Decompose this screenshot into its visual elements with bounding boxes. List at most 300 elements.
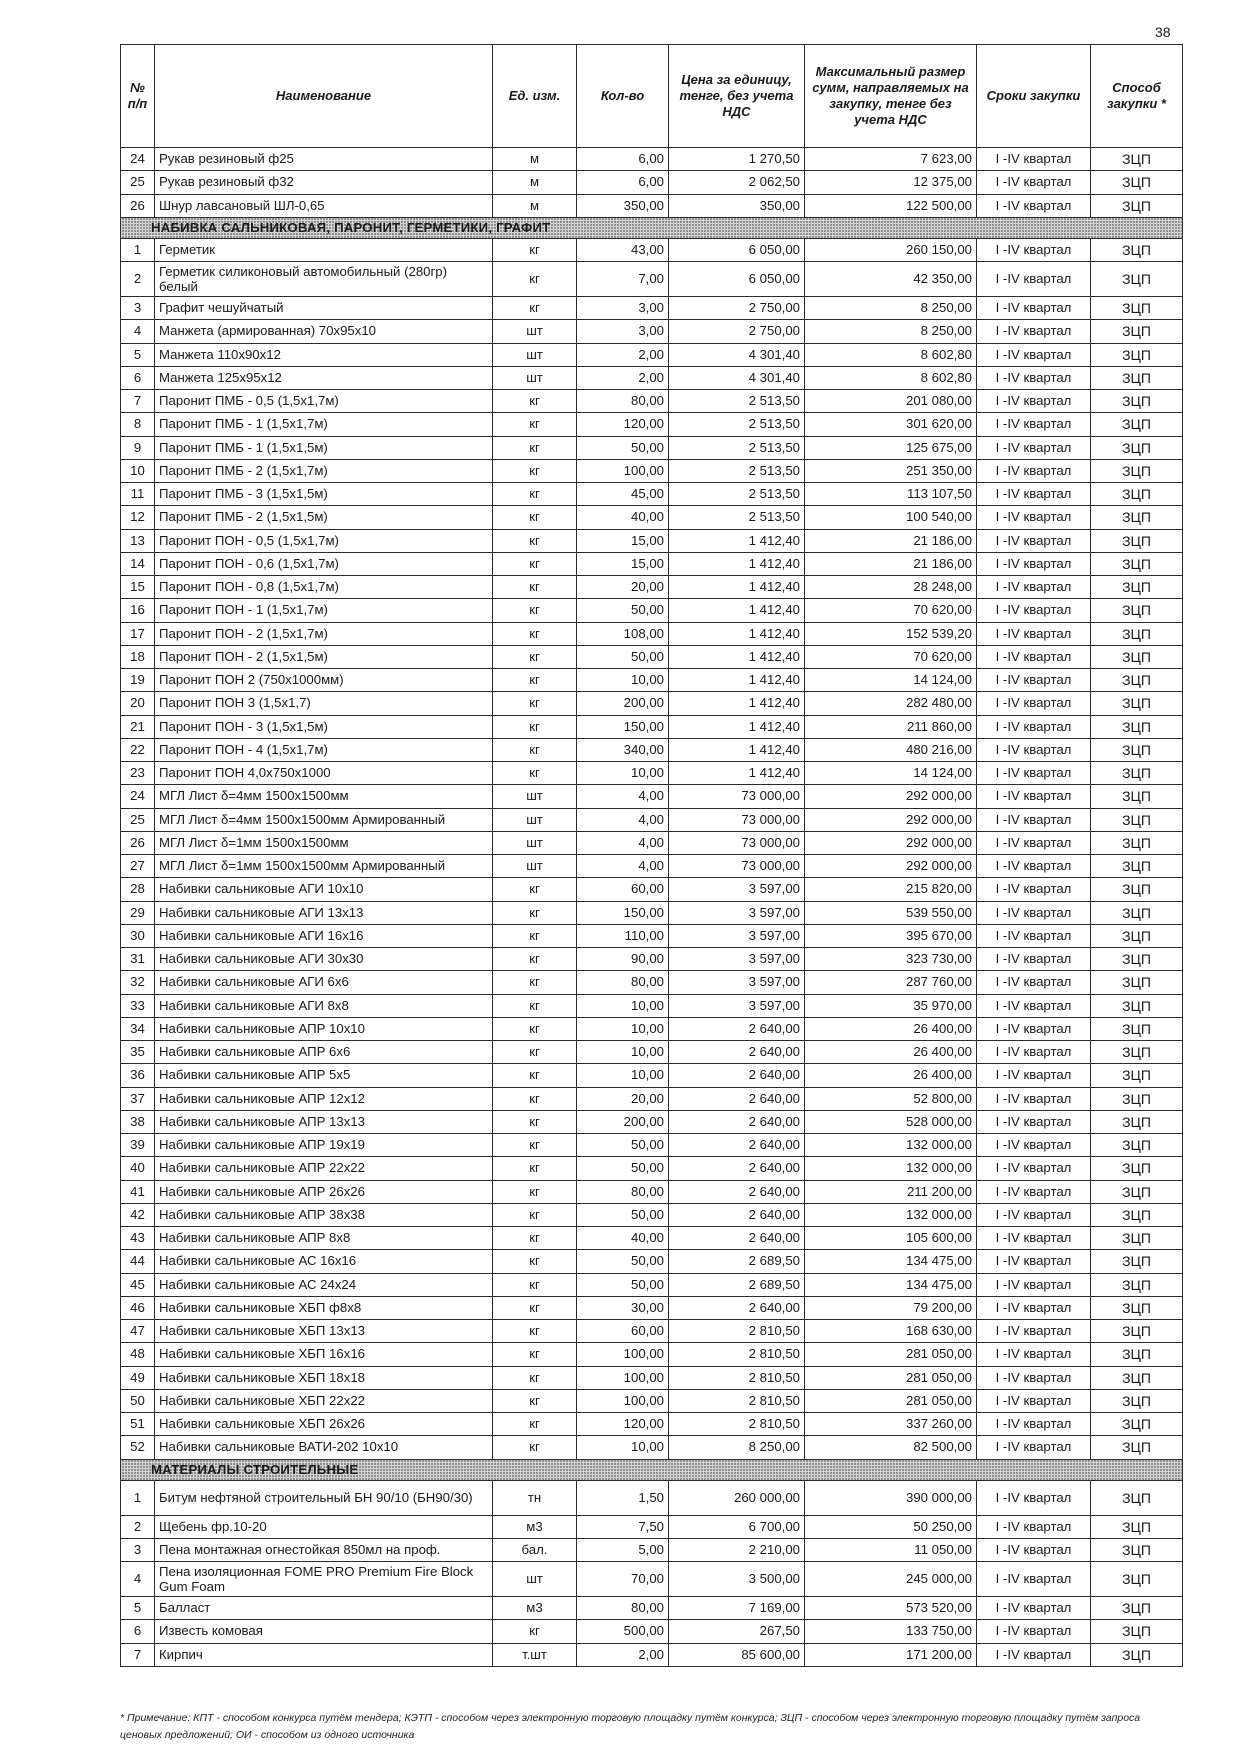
unit-cell: кг <box>493 645 577 668</box>
procurement-period-cell: I -IV квартал <box>977 483 1091 506</box>
total-amount-cell: 125 675,00 <box>805 436 977 459</box>
table-row <box>121 390 1183 413</box>
unit-price-cell: 3 597,00 <box>669 971 805 994</box>
procurement-method-cell: ЗЦП <box>1091 948 1183 971</box>
row-number-cell: 6 <box>121 366 155 389</box>
table-row <box>121 692 1183 715</box>
unit-cell: тн <box>493 1480 577 1515</box>
procurement-method-cell: ЗЦП <box>1091 262 1183 297</box>
item-name-cell: Набивки сальниковые АГИ 8х8 <box>155 994 493 1017</box>
item-name-cell: Известь комовая <box>155 1620 493 1643</box>
quantity-cell: 150,00 <box>577 715 669 738</box>
unit-price-cell: 1 412,40 <box>669 762 805 785</box>
row-number-cell: 24 <box>121 148 155 171</box>
item-name-cell: Рукав резиновый ф25 <box>155 148 493 171</box>
quantity-cell: 60,00 <box>577 878 669 901</box>
quantity-cell: 100,00 <box>577 459 669 482</box>
unit-cell: кг <box>493 436 577 459</box>
table-row <box>121 320 1183 343</box>
table-row <box>121 738 1183 761</box>
table-row <box>121 436 1183 459</box>
item-name-cell: Пена изоляционная FOME PRO Premium Fire Block Gum Foam <box>155 1562 493 1597</box>
unit-cell: м3 <box>493 1515 577 1538</box>
row-number-cell: 4 <box>121 1562 155 1597</box>
item-name-cell: Паронит ПОН - 3 (1,5х1,5м) <box>155 715 493 738</box>
item-name-cell: Герметик силиконовый автомобильный (280гр) белый <box>155 262 493 297</box>
procurement-method-cell: ЗЦП <box>1091 738 1183 761</box>
header-price: Цена за единицу, тенге, без учета НДС <box>669 45 805 148</box>
total-amount-cell: 7 623,00 <box>805 148 977 171</box>
total-amount-cell: 211 200,00 <box>805 1180 977 1203</box>
procurement-method-cell: ЗЦП <box>1091 1320 1183 1343</box>
unit-cell: кг <box>493 529 577 552</box>
total-amount-cell: 11 050,00 <box>805 1538 977 1561</box>
row-number-cell: 16 <box>121 599 155 622</box>
procurement-period-cell: I -IV квартал <box>977 1366 1091 1389</box>
quantity-cell: 20,00 <box>577 1087 669 1110</box>
quantity-cell: 7,50 <box>577 1515 669 1538</box>
item-name-cell: Набивки сальниковые ХБП 26х26 <box>155 1413 493 1436</box>
procurement-period-cell: I -IV квартал <box>977 1320 1091 1343</box>
item-name-cell: Шнур лавсановый ШЛ-0,65 <box>155 194 493 217</box>
item-name-cell: Графит чешуйчатый <box>155 297 493 320</box>
row-number-cell: 6 <box>121 1620 155 1643</box>
table-row <box>121 1157 1183 1180</box>
unit-price-cell: 1 412,40 <box>669 576 805 599</box>
procurement-method-cell: ЗЦП <box>1091 924 1183 947</box>
total-amount-cell: 14 124,00 <box>805 762 977 785</box>
unit-cell: кг <box>493 459 577 482</box>
item-name-cell: Паронит ПОН - 0,5 (1,5х1,7м) <box>155 529 493 552</box>
procurement-method-cell: ЗЦП <box>1091 1620 1183 1643</box>
procurement-period-cell: I -IV квартал <box>977 645 1091 668</box>
unit-price-cell: 2 689,50 <box>669 1273 805 1296</box>
item-name-cell: Набивки сальниковые АПР 12х12 <box>155 1087 493 1110</box>
unit-cell: шт <box>493 831 577 854</box>
unit-price-cell: 1 412,40 <box>669 552 805 575</box>
unit-price-cell: 2 640,00 <box>669 1041 805 1064</box>
unit-price-cell: 1 412,40 <box>669 622 805 645</box>
item-name-cell: Набивки сальниковые АПР 13х13 <box>155 1110 493 1133</box>
unit-cell: кг <box>493 1250 577 1273</box>
unit-price-cell: 2 640,00 <box>669 1087 805 1110</box>
procurement-period-cell: I -IV квартал <box>977 669 1091 692</box>
table-row <box>121 1273 1183 1296</box>
total-amount-cell: 132 000,00 <box>805 1203 977 1226</box>
row-number-cell: 31 <box>121 948 155 971</box>
procurement-method-cell: ЗЦП <box>1091 1296 1183 1319</box>
row-number-cell: 32 <box>121 971 155 994</box>
quantity-cell: 6,00 <box>577 148 669 171</box>
procurement-period-cell: I -IV квартал <box>977 436 1091 459</box>
procurement-method-cell: ЗЦП <box>1091 1180 1183 1203</box>
unit-cell: кг <box>493 1041 577 1064</box>
table-row <box>121 1562 1183 1597</box>
table-row <box>121 194 1183 217</box>
unit-cell: кг <box>493 1320 577 1343</box>
procurement-period-cell: I -IV квартал <box>977 715 1091 738</box>
procurement-method-cell: ЗЦП <box>1091 148 1183 171</box>
procurement-method-cell: ЗЦП <box>1091 762 1183 785</box>
unit-price-cell: 3 597,00 <box>669 878 805 901</box>
quantity-cell: 50,00 <box>577 599 669 622</box>
quantity-cell: 80,00 <box>577 390 669 413</box>
table-row <box>121 1515 1183 1538</box>
quantity-cell: 45,00 <box>577 483 669 506</box>
procurement-method-cell: ЗЦП <box>1091 994 1183 1017</box>
item-name-cell: Паронит ПМБ - 1 (1,5х1,5м) <box>155 436 493 459</box>
row-number-cell: 52 <box>121 1436 155 1459</box>
item-name-cell: Паронит ПОН 2 (750х1000мм) <box>155 669 493 692</box>
item-name-cell: Паронит ПМБ - 0,5 (1,5х1,7м) <box>155 390 493 413</box>
item-name-cell: Манжета 110х90х12 <box>155 343 493 366</box>
quantity-cell: 15,00 <box>577 552 669 575</box>
quantity-cell: 50,00 <box>577 1273 669 1296</box>
procurement-period-cell: I -IV квартал <box>977 1343 1091 1366</box>
unit-cell: кг <box>493 552 577 575</box>
quantity-cell: 10,00 <box>577 1017 669 1040</box>
unit-cell: шт <box>493 785 577 808</box>
procurement-period-cell: I -IV квартал <box>977 552 1091 575</box>
unit-price-cell: 267,50 <box>669 1620 805 1643</box>
total-amount-cell: 26 400,00 <box>805 1041 977 1064</box>
unit-price-cell: 3 597,00 <box>669 948 805 971</box>
table-row <box>121 855 1183 878</box>
procurement-period-cell: I -IV квартал <box>977 1562 1091 1597</box>
total-amount-cell: 21 186,00 <box>805 529 977 552</box>
procurement-method-cell: ЗЦП <box>1091 1110 1183 1133</box>
item-name-cell: Паронит ПМБ - 2 (1,5х1,7м) <box>155 459 493 482</box>
table-row <box>121 459 1183 482</box>
procurement-period-cell: I -IV квартал <box>977 390 1091 413</box>
table-row <box>121 1320 1183 1343</box>
header-name: Наименование <box>155 45 493 148</box>
unit-price-cell: 1 412,40 <box>669 669 805 692</box>
total-amount-cell: 282 480,00 <box>805 692 977 715</box>
row-number-cell: 2 <box>121 262 155 297</box>
unit-cell: кг <box>493 1017 577 1040</box>
row-number-cell: 12 <box>121 506 155 529</box>
procurement-method-cell: ЗЦП <box>1091 669 1183 692</box>
item-name-cell: Манжета 125х95х12 <box>155 366 493 389</box>
table-row <box>121 599 1183 622</box>
unit-price-cell: 2 513,50 <box>669 413 805 436</box>
unit-price-cell: 350,00 <box>669 194 805 217</box>
row-number-cell: 11 <box>121 483 155 506</box>
section-title: НАБИВКА САЛЬНИКОВАЯ, ПАРОНИТ, ГЕРМЕТИКИ, ГРАФИТ <box>121 217 1183 238</box>
total-amount-cell: 251 350,00 <box>805 459 977 482</box>
unit-price-cell: 2 513,50 <box>669 459 805 482</box>
unit-price-cell: 2 750,00 <box>669 320 805 343</box>
quantity-cell: 50,00 <box>577 1157 669 1180</box>
table-row <box>121 148 1183 171</box>
unit-price-cell: 7 169,00 <box>669 1597 805 1620</box>
table-row <box>121 1203 1183 1226</box>
table-row <box>121 1017 1183 1040</box>
row-number-cell: 51 <box>121 1413 155 1436</box>
header-unit: Ед. изм. <box>493 45 577 148</box>
item-name-cell: Кирпич <box>155 1643 493 1666</box>
procurement-period-cell: I -IV квартал <box>977 506 1091 529</box>
unit-price-cell: 2 810,50 <box>669 1343 805 1366</box>
row-number-cell: 40 <box>121 1157 155 1180</box>
table-row <box>121 1250 1183 1273</box>
item-name-cell: Пена монтажная огнестойкая 850мл на проф. <box>155 1538 493 1561</box>
procurement-period-cell: I -IV квартал <box>977 366 1091 389</box>
table-row <box>121 1041 1183 1064</box>
unit-cell: кг <box>493 715 577 738</box>
procurement-period-cell: I -IV квартал <box>977 1597 1091 1620</box>
row-number-cell: 20 <box>121 692 155 715</box>
total-amount-cell: 171 200,00 <box>805 1643 977 1666</box>
procurement-period-cell: I -IV квартал <box>977 878 1091 901</box>
procurement-method-cell: ЗЦП <box>1091 831 1183 854</box>
procurement-method-cell: ЗЦП <box>1091 1562 1183 1597</box>
table-row <box>121 1110 1183 1133</box>
item-name-cell: Паронит ПОН - 2 (1,5х1,7м) <box>155 622 493 645</box>
quantity-cell: 10,00 <box>577 1064 669 1087</box>
item-name-cell: Герметик <box>155 238 493 261</box>
row-number-cell: 30 <box>121 924 155 947</box>
procurement-table <box>120 44 1183 1667</box>
row-number-cell: 25 <box>121 171 155 194</box>
quantity-cell: 200,00 <box>577 1110 669 1133</box>
unit-cell: кг <box>493 483 577 506</box>
procurement-method-cell: ЗЦП <box>1091 1515 1183 1538</box>
item-name-cell: Набивки сальниковые АПР 19х19 <box>155 1134 493 1157</box>
quantity-cell: 4,00 <box>577 808 669 831</box>
unit-cell: кг <box>493 506 577 529</box>
procurement-method-cell: ЗЦП <box>1091 1413 1183 1436</box>
table-row <box>121 994 1183 1017</box>
item-name-cell: Щебень фр.10-20 <box>155 1515 493 1538</box>
procurement-period-cell: I -IV квартал <box>977 148 1091 171</box>
total-amount-cell: 337 260,00 <box>805 1413 977 1436</box>
total-amount-cell: 21 186,00 <box>805 552 977 575</box>
header-method: Способ закупки * <box>1091 45 1183 148</box>
procurement-period-cell: I -IV квартал <box>977 599 1091 622</box>
procurement-method-cell: ЗЦП <box>1091 971 1183 994</box>
quantity-cell: 70,00 <box>577 1562 669 1597</box>
unit-price-cell: 4 301,40 <box>669 343 805 366</box>
unit-cell: м3 <box>493 1597 577 1620</box>
row-number-cell: 38 <box>121 1110 155 1133</box>
table-row <box>121 238 1183 261</box>
item-name-cell: Набивки сальниковые АГИ 13х13 <box>155 901 493 924</box>
unit-cell: шт <box>493 343 577 366</box>
unit-price-cell: 8 250,00 <box>669 1436 805 1459</box>
table-row <box>121 808 1183 831</box>
procurement-method-cell: ЗЦП <box>1091 413 1183 436</box>
total-amount-cell: 42 350,00 <box>805 262 977 297</box>
row-number-cell: 49 <box>121 1366 155 1389</box>
row-number-cell: 5 <box>121 1597 155 1620</box>
total-amount-cell: 14 124,00 <box>805 669 977 692</box>
procurement-method-cell: ЗЦП <box>1091 1643 1183 1666</box>
item-name-cell: Набивки сальниковые АС 16х16 <box>155 1250 493 1273</box>
table-row <box>121 552 1183 575</box>
quantity-cell: 2,00 <box>577 1643 669 1666</box>
table-row <box>121 948 1183 971</box>
unit-price-cell: 6 050,00 <box>669 238 805 261</box>
quantity-cell: 7,00 <box>577 262 669 297</box>
unit-price-cell: 2 640,00 <box>669 1203 805 1226</box>
item-name-cell: Паронит ПОН - 1 (1,5х1,7м) <box>155 599 493 622</box>
unit-price-cell: 3 597,00 <box>669 901 805 924</box>
procurement-period-cell: I -IV квартал <box>977 901 1091 924</box>
total-amount-cell: 292 000,00 <box>805 855 977 878</box>
procurement-period-cell: I -IV квартал <box>977 1227 1091 1250</box>
table-row <box>121 762 1183 785</box>
procurement-period-cell: I -IV квартал <box>977 576 1091 599</box>
table-header <box>121 45 1183 148</box>
item-name-cell: Паронит ПМБ - 2 (1,5х1,5м) <box>155 506 493 529</box>
table-row <box>121 1643 1183 1666</box>
unit-price-cell: 1 270,50 <box>669 148 805 171</box>
quantity-cell: 2,00 <box>577 366 669 389</box>
unit-cell: кг <box>493 390 577 413</box>
procurement-method-cell: ЗЦП <box>1091 645 1183 668</box>
row-number-cell: 1 <box>121 238 155 261</box>
quantity-cell: 50,00 <box>577 1250 669 1273</box>
unit-cell: м <box>493 148 577 171</box>
unit-price-cell: 2 640,00 <box>669 1064 805 1087</box>
unit-cell: кг <box>493 1413 577 1436</box>
procurement-method-cell: ЗЦП <box>1091 1250 1183 1273</box>
table-row <box>121 506 1183 529</box>
row-number-cell: 21 <box>121 715 155 738</box>
procurement-method-cell: ЗЦП <box>1091 1436 1183 1459</box>
procurement-period-cell: I -IV квартал <box>977 194 1091 217</box>
item-name-cell: Набивки сальниковые АПР 38х38 <box>155 1203 493 1226</box>
row-number-cell: 37 <box>121 1087 155 1110</box>
table-row <box>121 901 1183 924</box>
table-row <box>121 971 1183 994</box>
quantity-cell: 10,00 <box>577 669 669 692</box>
procurement-period-cell: I -IV квартал <box>977 1110 1091 1133</box>
procurement-method-cell: ЗЦП <box>1091 297 1183 320</box>
total-amount-cell: 245 000,00 <box>805 1562 977 1597</box>
total-amount-cell: 528 000,00 <box>805 1110 977 1133</box>
procurement-method-cell: ЗЦП <box>1091 1017 1183 1040</box>
procurement-method-cell: ЗЦП <box>1091 390 1183 413</box>
table-row <box>121 366 1183 389</box>
procurement-period-cell: I -IV квартал <box>977 1087 1091 1110</box>
unit-price-cell: 2 640,00 <box>669 1110 805 1133</box>
row-number-cell: 5 <box>121 343 155 366</box>
row-number-cell: 1 <box>121 1480 155 1515</box>
procurement-period-cell: I -IV квартал <box>977 1389 1091 1412</box>
quantity-cell: 3,00 <box>577 297 669 320</box>
total-amount-cell: 113 107,50 <box>805 483 977 506</box>
table-row <box>121 831 1183 854</box>
quantity-cell: 90,00 <box>577 948 669 971</box>
unit-price-cell: 3 500,00 <box>669 1562 805 1597</box>
procurement-period-cell: I -IV квартал <box>977 320 1091 343</box>
item-name-cell: Манжета (армированная) 70х95х10 <box>155 320 493 343</box>
table-row <box>121 1064 1183 1087</box>
unit-price-cell: 73 000,00 <box>669 855 805 878</box>
total-amount-cell: 395 670,00 <box>805 924 977 947</box>
quantity-cell: 100,00 <box>577 1366 669 1389</box>
table-row <box>121 1296 1183 1319</box>
row-number-cell: 24 <box>121 785 155 808</box>
table-row <box>121 878 1183 901</box>
procurement-period-cell: I -IV квартал <box>977 1643 1091 1666</box>
unit-cell: кг <box>493 297 577 320</box>
row-number-cell: 17 <box>121 622 155 645</box>
unit-price-cell: 2 513,50 <box>669 436 805 459</box>
procurement-period-cell: I -IV квартал <box>977 459 1091 482</box>
procurement-method-cell: ЗЦП <box>1091 529 1183 552</box>
row-number-cell: 3 <box>121 297 155 320</box>
item-name-cell: МГЛ Лист δ=1мм 1500х1500мм Армированный <box>155 855 493 878</box>
procurement-method-cell: ЗЦП <box>1091 1343 1183 1366</box>
unit-price-cell: 2 640,00 <box>669 1017 805 1040</box>
procurement-method-cell: ЗЦП <box>1091 238 1183 261</box>
total-amount-cell: 8 602,80 <box>805 343 977 366</box>
total-amount-cell: 211 860,00 <box>805 715 977 738</box>
table-row <box>121 785 1183 808</box>
unit-cell: кг <box>493 1110 577 1133</box>
table-row <box>121 1134 1183 1157</box>
item-name-cell: Паронит ПОН - 0,8 (1,5х1,7м) <box>155 576 493 599</box>
procurement-period-cell: I -IV квартал <box>977 1064 1091 1087</box>
quantity-cell: 100,00 <box>577 1389 669 1412</box>
quantity-cell: 3,00 <box>577 320 669 343</box>
unit-price-cell: 3 597,00 <box>669 994 805 1017</box>
unit-cell: кг <box>493 1296 577 1319</box>
procurement-period-cell: I -IV квартал <box>977 1203 1091 1226</box>
procurement-period-cell: I -IV квартал <box>977 1180 1091 1203</box>
quantity-cell: 40,00 <box>577 1227 669 1250</box>
item-name-cell: Набивки сальниковые АГИ 10х10 <box>155 878 493 901</box>
row-number-cell: 42 <box>121 1203 155 1226</box>
unit-price-cell: 1 412,40 <box>669 645 805 668</box>
procurement-period-cell: I -IV квартал <box>977 785 1091 808</box>
procurement-period-cell: I -IV квартал <box>977 1296 1091 1319</box>
row-number-cell: 3 <box>121 1538 155 1561</box>
procurement-period-cell: I -IV квартал <box>977 1480 1091 1515</box>
unit-cell: кг <box>493 738 577 761</box>
total-amount-cell: 26 400,00 <box>805 1017 977 1040</box>
unit-price-cell: 85 600,00 <box>669 1643 805 1666</box>
row-number-cell: 22 <box>121 738 155 761</box>
unit-price-cell: 2 640,00 <box>669 1227 805 1250</box>
item-name-cell: Паронит ПМБ - 1 (1,5х1,7м) <box>155 413 493 436</box>
item-name-cell: Паронит ПОН - 0,6 (1,5х1,7м) <box>155 552 493 575</box>
total-amount-cell: 301 620,00 <box>805 413 977 436</box>
unit-cell: кг <box>493 413 577 436</box>
row-number-cell: 47 <box>121 1320 155 1343</box>
procurement-period-cell: I -IV квартал <box>977 343 1091 366</box>
quantity-cell: 60,00 <box>577 1320 669 1343</box>
table-row <box>121 1413 1183 1436</box>
unit-cell: кг <box>493 1064 577 1087</box>
unit-cell: кг <box>493 924 577 947</box>
quantity-cell: 43,00 <box>577 238 669 261</box>
procurement-period-cell: I -IV квартал <box>977 1250 1091 1273</box>
table-row <box>121 715 1183 738</box>
total-amount-cell: 122 500,00 <box>805 194 977 217</box>
row-number-cell: 50 <box>121 1389 155 1412</box>
unit-price-cell: 1 412,40 <box>669 738 805 761</box>
procurement-method-cell: ЗЦП <box>1091 1134 1183 1157</box>
quantity-cell: 1,50 <box>577 1480 669 1515</box>
total-amount-cell: 134 475,00 <box>805 1250 977 1273</box>
procurement-period-cell: I -IV квартал <box>977 738 1091 761</box>
total-amount-cell: 201 080,00 <box>805 390 977 413</box>
